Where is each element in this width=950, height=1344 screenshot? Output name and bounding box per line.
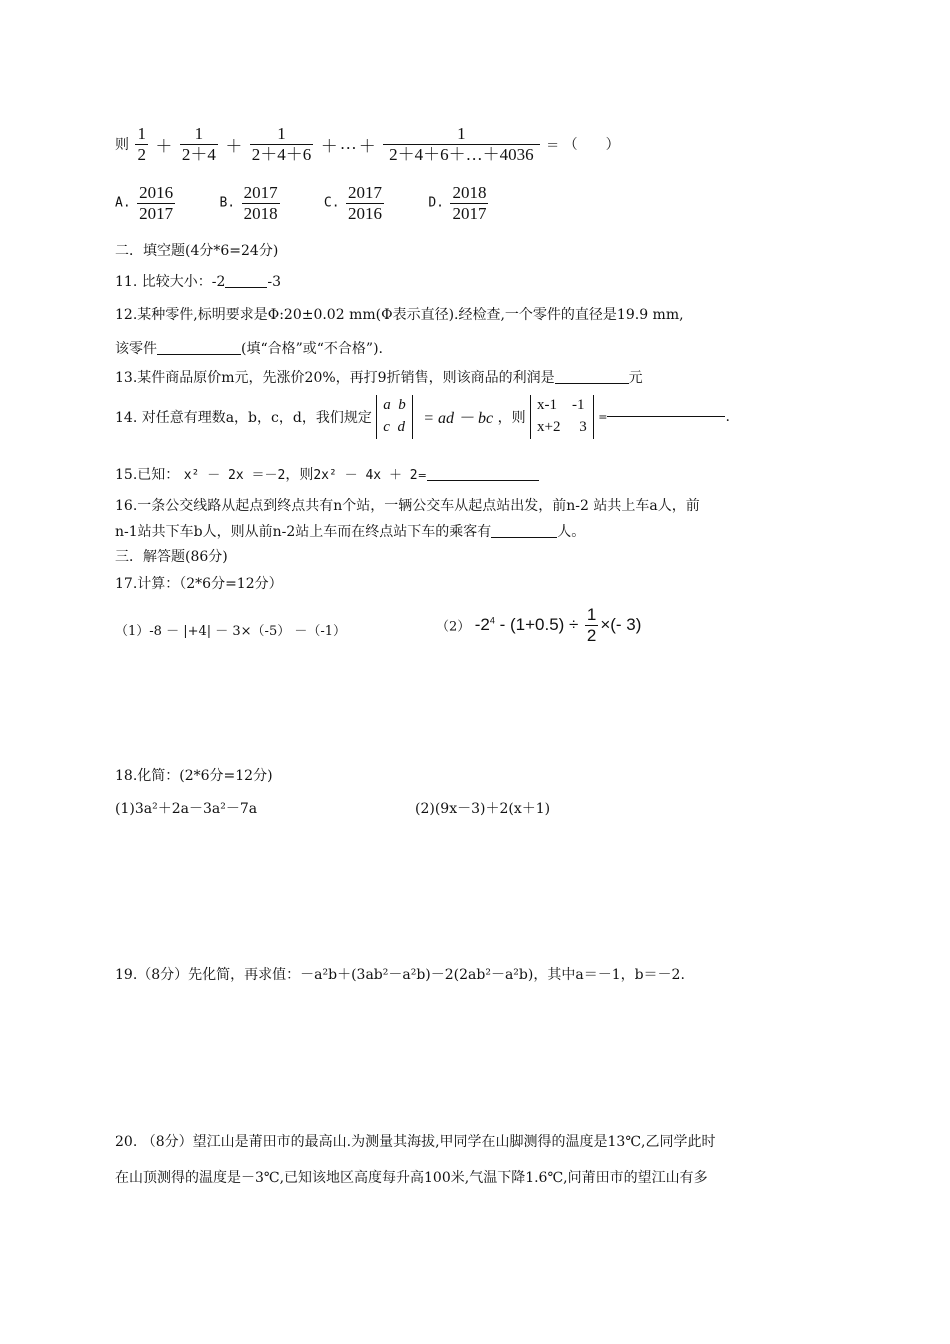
q20-line1: 20. （8分）望江山是莆田市的最高山.为测量其海拔,甲同学在山脚测得的温度是13℃,乙同学此时 [115,1134,716,1150]
q19: 19.（8分）先化简，再求值：－a²b＋(3ab²－a²b)－2(2ab²－a²b)，其中a＝－1，b＝－2. [115,967,685,983]
q14-determinant-def: a b c d [376,395,413,439]
q12-answer-blank[interactable] [157,354,241,355]
q10-term-4: $\frac{1}{2+4+6+\dots+4036}$ [383,124,540,164]
q10-options [115,183,528,223]
q12-line2: 该零件 (填“合格”或“不合格”). [115,341,384,357]
q17-title: 17.计算：（2*6分=12分） [115,576,283,592]
q16-answer-blank[interactable] [491,537,557,538]
option-b[interactable]: B. $\frac{2017}{2018}$ [219,183,278,223]
q20-line2: 在山顶测得的温度是－3℃,已知该地区高度每升高100米,气温下降1.6℃,问莆田市的望江山有多 [115,1170,708,1186]
q10-answer-paren: （ ） [563,137,620,154]
q10-term-3: $\frac{1}{2+4+6}$ [251,124,312,164]
q11: 11. 比较大小：-2 -3 [115,274,281,290]
q11-answer-blank[interactable] [225,287,267,288]
q14: 14. 对任意有理数a，b，c，d，我们规定 a b c d = ad － bc ，则 x-1 -1 x+2 3 = . [115,395,730,439]
option-a[interactable]: A. $\frac{2016}{2017}$ [115,183,174,223]
q18-title: 18.化简：(2*6分=12分) [115,768,273,784]
q14-answer-blank[interactable] [607,416,725,417]
section2-title: 二．填空题(4分*6=24分) [115,243,279,259]
q18-part1: (1)3a²＋2a－3a²－7a [115,801,258,817]
option-d[interactable]: D. $\frac{2018}{2017}$ [428,183,487,223]
option-c[interactable]: C. $\frac{2017}{2016}$ [323,183,383,223]
q10-term-2: $\frac{1}{2+4}$ [181,124,216,164]
q12-line1: 12.某种零件,标明要求是Φ:20±0.02 mm(Φ表示直径).经检查,一个零件的直径是19.9 mm, [115,307,684,323]
q15-answer-blank[interactable] [427,480,539,481]
q10-term-1: $\frac{1}{2}$ [137,124,146,164]
q16-line1: 16.一条公交线路从起点到终点共有n个站，一辆公交车从起点站出发，前n-2 站共上车a人，前 [115,498,700,514]
q10-sum-line: 则 $\frac{1}{2}$ ＋ $\frac{1}{2+4}$ ＋ $\frac{1}{2+4+6}$ ＋ … ＋ $\frac{1}{2+4+6+\dots+4036}$ ＝ （ ） [115,124,620,164]
q13: 13.某件商品原价m元，先涨价20%，再打9折销售，则该商品的利润是 元 [115,370,643,386]
q14-determinant-x: x-1 -1 x+2 3 [530,395,594,439]
q18-part2: (2)(9x－3)＋2(x＋1) [415,801,551,817]
q17-part1: （1）-8 － |+4| － 3×（-5） －（-1） [115,624,347,639]
q15: 15.已知： x² － 2x ＝－2，则2x² － 4x ＋ 2= [115,464,539,484]
q16-line2: n-1站共下车b人，则从前n-2站上车而在终点站下车的乘客有 人。 [115,524,586,540]
q13-answer-blank[interactable] [555,383,629,384]
q17-part2: （2） $-2^4 - (1+0.5)$ ÷ $\frac{1}{2}$ ×(- 3) [436,605,642,645]
section3-title: 三．解答题(86分) [115,549,228,565]
q10-prefix: 则 [115,137,129,154]
